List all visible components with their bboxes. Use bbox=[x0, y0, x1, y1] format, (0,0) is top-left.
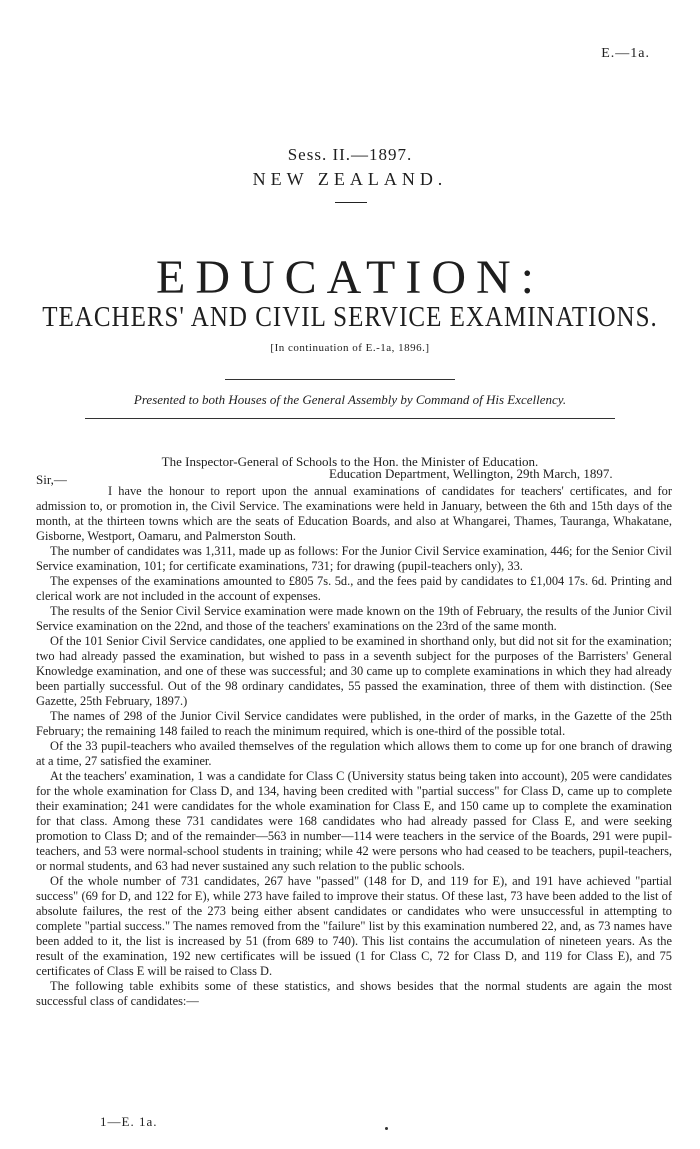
country-line: NEW ZEALAND. bbox=[252, 169, 448, 189]
presented-line: Presented to both Houses of the General Assembly by Command of His Excellency. bbox=[133, 392, 567, 407]
document-title: EDUCATION: bbox=[156, 251, 544, 304]
document-reference: E.—1a. bbox=[601, 46, 650, 61]
paragraph: At the teachers' examination, 1 was a candidate for Class C (University status being taken into account), 205 were candidates for the whole examination for Class D, and 134, having been credited with "partial success" for Class D, came up to complete their examination; 241 were candidates for the whole examination for Class E, and 150 came up to complete the examination for that class. Among these 731 candidates were 168 candidates who had already passed for Class E, and were seeking promotion to Class D; and of the remainder—563 in number—114 were teachers in the service of the Boards, 291 were pupil-teachers, and 53 were normal-school students in training; while 42 were persons who had ceased to be teachers, pupil-teachers, or normal students, and 63 had never sustained any such relation to the public schools. bbox=[36, 769, 672, 873]
divider bbox=[225, 379, 455, 380]
paragraph: I have the honour to report upon the annual examinations of candidates for teachers' certificates, and for admission to, or promotion in, the Civil Service. The examinations were held in January, between the 6th and 15th days of the month, at the thirteen towns which are the seats of Education Boards, and also at Whangarei, Thames, Tauranga, Whakatane, Gisborne, Westport, Oamaru, and Palmerston South. bbox=[36, 484, 672, 543]
paragraph: The following table exhibits some of these statistics, and shows besides that the normal students are again the most successful class of candidates:— bbox=[36, 979, 672, 1008]
letter-salutation: Sir,— bbox=[36, 472, 67, 487]
paragraph: The names of 298 of the Junior Civil Service candidates were published, in the order of marks, in the Gazette of the 25th February; the remaining 148 failed to reach the minimum required, which is one-third of the possible total. bbox=[36, 709, 672, 738]
paragraph: Of the 101 Senior Civil Service candidates, one applied to be examined in shorthand only, but did not sit for the examination; two had already passed the examination, but wished to pass in a seventh subject for the purposes of the Barristers' General Knowledge examination, and one of these was successful; and 30 came up to complete examinations in which they had already been partially successful. Out of the 98 ordinary candidates, 55 passed the examination, three of them with distinction. (See Gazette, 25th February, 1897.) bbox=[36, 634, 672, 708]
footer-reference: 1—E. 1a. bbox=[100, 1114, 158, 1129]
letter-dateline: Education Department, Wellington, 29th March, 1897. bbox=[329, 466, 613, 481]
paragraph: Of the 33 pupil-teachers who availed themselves of the regulation which allows them to come up for one branch of drawing at a time, 27 satisfied the examiner. bbox=[36, 739, 672, 768]
letter-heading: The Inspector-General of Schools to the Hon. the Minister of Education. bbox=[161, 454, 539, 469]
paragraph: The number of candidates was 1,311, made up as follows: For the Junior Civil Service examination, 446; for the Senior Civil Service examination, 101; for certificate examinations, 731; for drawing (pupil-teachers only), 33. bbox=[36, 544, 672, 573]
letter-body bbox=[36, 484, 672, 1009]
continuation-note: [In continuation of E.-1a, 1896.] bbox=[270, 342, 430, 354]
short-divider bbox=[335, 202, 367, 203]
divider bbox=[85, 418, 615, 419]
paragraph: The results of the Senior Civil Service examination were made known on the 19th of February, the results of the Junior Civil Service examination on the 22nd, and those of the teachers' examinations on the 23rd of the same month. bbox=[36, 604, 672, 633]
session-line: Sess. II.—1897. bbox=[287, 145, 413, 164]
paragraph: Of the whole number of 731 candidates, 267 have "passed" (148 for D, and 119 for E), and 191 have achieved "partial success" (69 for D, and 122 for E), while 273 have failed to improve their status. Of these last, 73 have been added to the list of absolute failures, the rest of the 273 being either absent candidates or candidates who were unsuccessful in attempting to complete "partial success." The names removed from the "failure" list by this examination numbered 22, and, as 73 names have been added to it, the list is increased by 51 (from 689 to 740). This list contains the accumulation of nineteen years. As the result of the examination, 192 new certificates will be issued (1 for Class C, 72 for Class D, and 119 for Class E), and 75 certificates of Class E will be raised to Class D. bbox=[36, 874, 672, 978]
page-mark bbox=[385, 1127, 388, 1130]
document-subtitle: TEACHERS' AND CIVIL SERVICE EXAMINATIONS. bbox=[42, 301, 658, 333]
paragraph: The expenses of the examinations amounted to £805 7s. 5d., and the fees paid by candidates to £1,004 17s. 6d. Printing and clerical work are not included in the account of expenses. bbox=[36, 574, 672, 603]
